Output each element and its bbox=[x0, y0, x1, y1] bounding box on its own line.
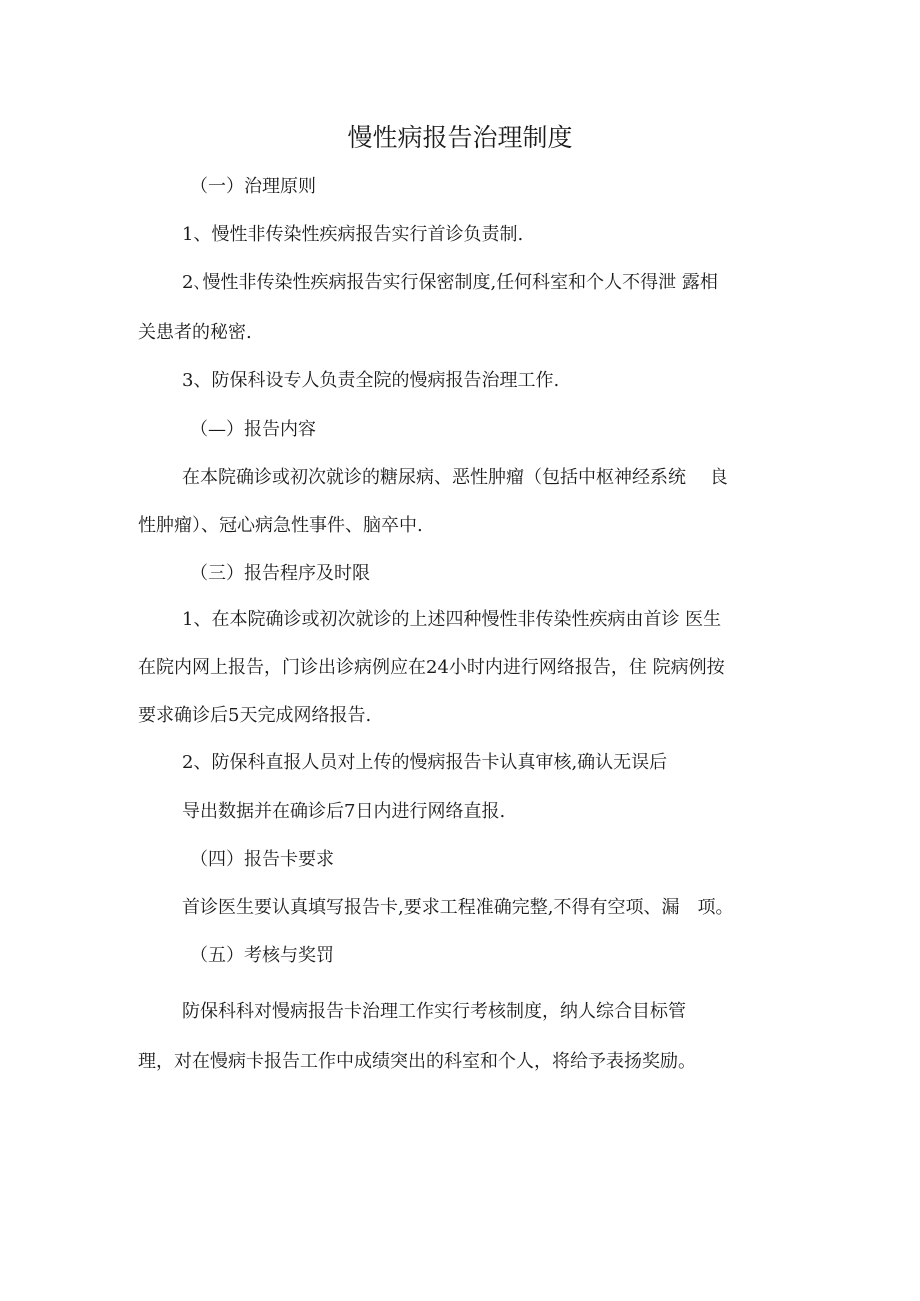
paragraph-line: 在院内网上报告，门诊出诊病例应在24小时内进行网络报告，住 院病例按 bbox=[138, 657, 725, 678]
section-heading-principles: （一）治理原则 bbox=[190, 176, 316, 197]
paragraph-line: 2、防保科直报人员对上传的慢病报告卡认真审核,确认无误后 bbox=[182, 752, 668, 773]
paragraph-line: 防保科科对慢病报告卡治理工作实行考核制度，纳人综合目标管 bbox=[182, 1001, 686, 1022]
paragraph-line: 理，对在慢病卡报告工作中成绩突出的科室和个人，将给予表扬奖励。 bbox=[138, 1051, 696, 1072]
paragraph-line: 2､慢性非传染性疾病报告实行保密制度,任何科室和个人不得泄 露相 bbox=[182, 272, 718, 293]
section-heading-procedure: （三）报告程序及时限 bbox=[190, 563, 370, 584]
paragraph-line: 要求确诊后5天完成网络报告. bbox=[138, 705, 372, 726]
paragraph-line: 关患者的秘密. bbox=[138, 322, 252, 343]
paragraph-line: 1、在本院确诊或初次就诊的上述四种慢性非传染性疾病由首诊 医生 bbox=[182, 609, 722, 630]
paragraph-line: 1、慢性非传染性疾病报告实行首诊负责制. bbox=[182, 224, 524, 245]
section-heading-content: （—）报告内容 bbox=[190, 419, 316, 440]
paragraph-line: 导出数据并在确诊后7日内进行网络直报. bbox=[182, 801, 506, 822]
document-title: 慢性病报告治理制度 bbox=[347, 123, 573, 152]
paragraph-line: 性肿瘤）、冠心病急性事件、脑卒中. bbox=[138, 515, 423, 536]
paragraph-line: 首诊医生要认真填写报告卡,要求工程准确完整,不得有空项、漏 项。 bbox=[182, 897, 734, 918]
paragraph-line: 在本院确诊或初次就诊的糖尿病、恶性肿瘤（包括中枢神经系统 良 bbox=[182, 467, 728, 488]
section-heading-assessment: （五）考核与奖罚 bbox=[190, 945, 334, 966]
paragraph-line: 3、防保科设专人负责全院的慢病报告治理工作. bbox=[182, 370, 560, 391]
section-heading-card-requirements: （四）报告卡要求 bbox=[190, 849, 334, 870]
